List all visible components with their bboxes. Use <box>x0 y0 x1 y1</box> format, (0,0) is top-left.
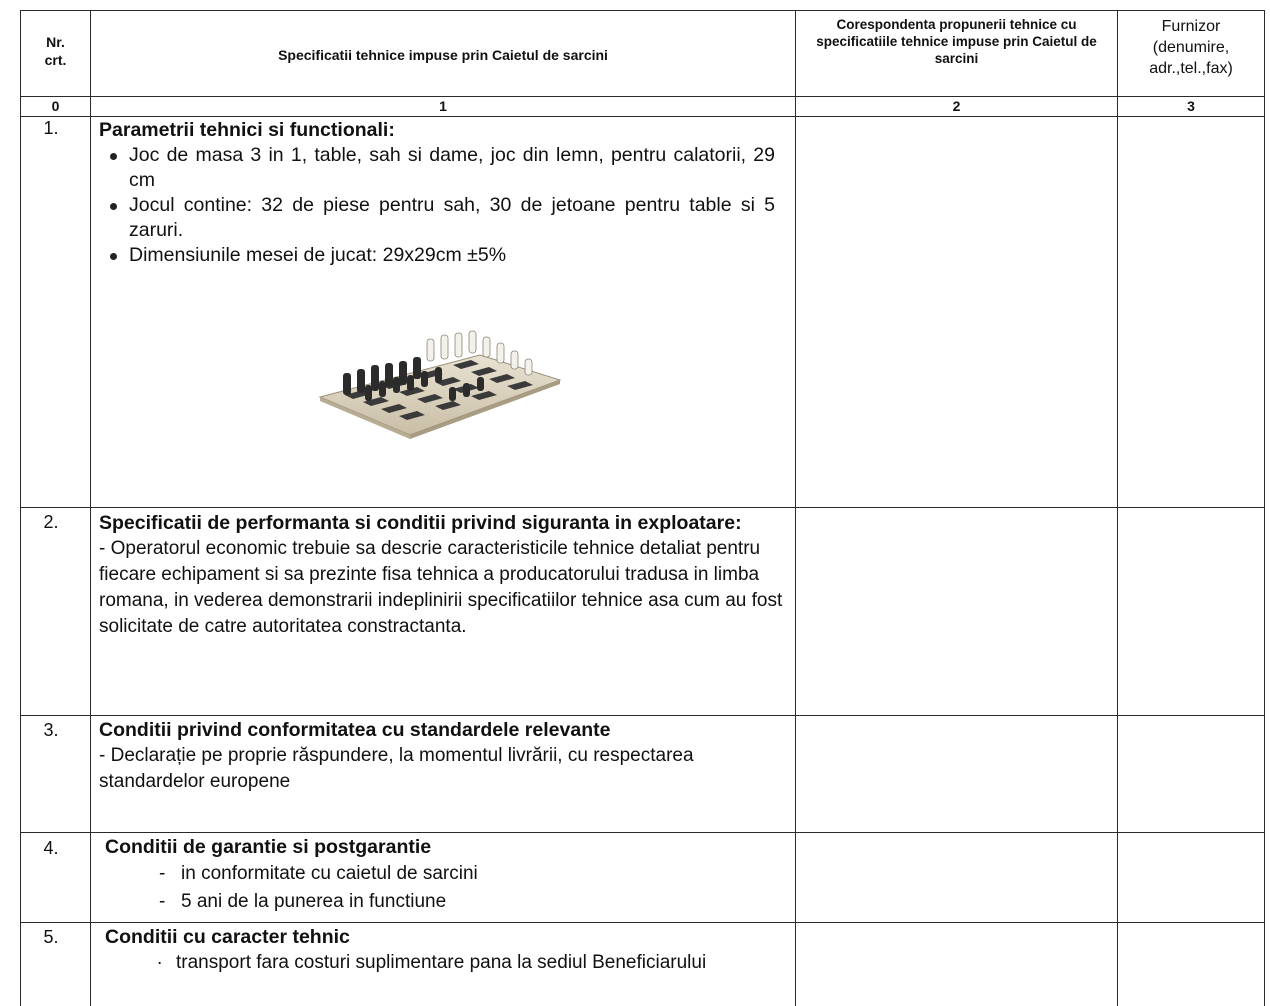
table-border-col2 <box>795 10 796 1006</box>
row-1-heading: Parametrii tehnici si functionali: <box>99 119 395 141</box>
row-4-item-list <box>99 860 789 916</box>
index-3-label: 3 <box>1187 98 1195 114</box>
header-nr-crt-label: Nr. crt. <box>44 34 67 68</box>
header-corespondenta-label: Corespondenta propunerii tehnice cu specificatiile tehnice impuse prin Caietul de sarcini <box>816 17 1097 66</box>
table-border-header-bottom <box>20 96 1265 97</box>
table-border-right <box>1264 10 1265 1006</box>
row-5-content <box>99 925 789 975</box>
table-border-col3 <box>1117 10 1118 1006</box>
index-3 <box>1118 99 1264 113</box>
header-furnizor-label: Furnizor (denumire, adr.,tel.,fax) <box>1149 18 1233 77</box>
header-furnizor <box>1118 16 1264 79</box>
table-border-index-bottom <box>20 116 1265 117</box>
dash-icon: - <box>159 863 166 884</box>
header-specificatii <box>91 46 795 64</box>
row-5-heading: Conditii cu caracter tehnic <box>105 926 350 948</box>
table-border-row3-bottom <box>20 832 1265 833</box>
table-border-top <box>20 10 1265 11</box>
row-1-content <box>99 118 775 268</box>
index-0-label: 0 <box>51 98 60 114</box>
table-border-row1-bottom <box>20 507 1265 508</box>
bullet-icon <box>110 203 117 210</box>
row-2-content <box>99 511 789 640</box>
row-5-item <box>99 950 789 975</box>
row-3-content <box>99 718 789 795</box>
index-1-label: 1 <box>439 98 447 114</box>
table-border-col1 <box>90 10 91 1006</box>
row-5-number-label: 5. <box>43 927 59 947</box>
row-4-number <box>21 838 81 859</box>
row-2-number <box>21 512 81 533</box>
row-1-bullet <box>99 193 775 243</box>
header-specificatii-label: Specificatii tehnice impuse prin Caietul de sarcini <box>278 47 608 63</box>
index-2-label: 2 <box>952 98 961 114</box>
row-1-bullet <box>99 243 775 268</box>
table-border-row4-bottom <box>20 922 1265 923</box>
index-0 <box>21 99 90 113</box>
row-1-number-label: 1. <box>43 118 59 138</box>
row-2-heading: Specificatii de performanta si conditii privind siguranta in exploatare: <box>99 512 742 534</box>
chess-board-image <box>315 325 565 440</box>
row-1-bullet <box>99 143 775 193</box>
header-nr-crt <box>21 33 90 69</box>
row-3-number <box>21 720 81 741</box>
bullet-icon <box>110 153 117 160</box>
row-4-item <box>99 888 789 916</box>
row-4-content <box>99 835 789 916</box>
dash-icon: . <box>157 948 163 969</box>
row-2-text: - Operatorul economic trebuie sa descrie caracteristicile tehnice detaliat pentru fiecare echipament si sa prezinte fisa tehnica a producatorului tradusa in limba romana, in vederea demonstrarii indeplinirii specificatiilor tehnice asa cum au fost solicitate de catre autoritatea constractanta. <box>99 538 783 637</box>
row-1-bullet-text: Jocul contine: 32 de piese pentru sah, 30 de jetoane pentru table si 5 zaruri. <box>129 194 775 241</box>
row-3-number-label: 3. <box>43 720 59 740</box>
row-4-number-label: 4. <box>43 838 59 858</box>
row-5-number <box>21 927 81 948</box>
row-4-item <box>99 860 789 888</box>
row-1-bullet-text: Joc de masa 3 in 1, table, sah si dame, joc din lemn, pentru calatorii, 29 cm <box>129 144 775 191</box>
row-1-bullet-list <box>99 143 775 268</box>
row-4-item-text: 5 ani de la punerea in functiune <box>181 891 447 912</box>
table-border-row2-bottom <box>20 715 1265 716</box>
row-2-number-label: 2. <box>43 512 59 532</box>
row-4-heading: Conditii de garantie si postgarantie <box>105 836 432 858</box>
chess-board-illustration <box>315 325 565 440</box>
row-5-item-list <box>99 950 789 975</box>
index-2 <box>796 99 1117 113</box>
row-3-heading: Conditii privind conformitatea cu standardele relevante <box>99 719 611 741</box>
row-5-item-text: transport fara costuri suplimentare pana la sediul Beneficiarului <box>176 952 707 973</box>
row-1-number <box>21 118 81 139</box>
row-4-item-text: in conformitate cu caietul de sarcini <box>181 863 478 884</box>
row-1-bullet-text: Dimensiunile mesei de jucat: 29x29cm ±5% <box>129 244 507 266</box>
index-1 <box>91 99 795 113</box>
header-corespondenta <box>796 16 1117 67</box>
dash-icon: - <box>159 891 166 912</box>
row-3-text: - Declarație pe proprie răspundere, la momentul livrării, cu respectarea standardelor europene <box>99 745 694 792</box>
bullet-icon <box>110 253 117 260</box>
